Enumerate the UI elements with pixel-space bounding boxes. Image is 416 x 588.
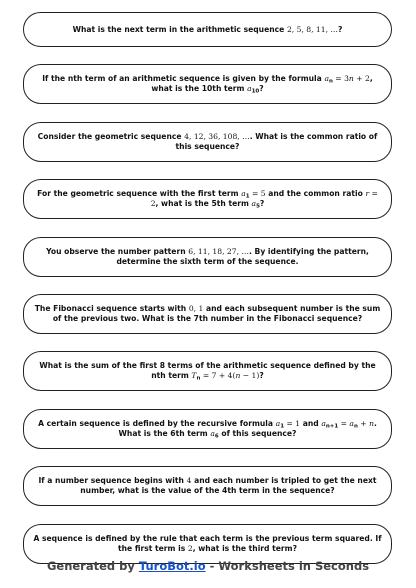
- math-variable: a: [321, 418, 326, 428]
- math-variable: T: [191, 371, 197, 381]
- math-expression: 2: [187, 543, 193, 553]
- math-expression: 6, 11, 18, 27, …: [188, 246, 249, 256]
- math-variable: a: [247, 84, 252, 94]
- question-prose: . By identifying the pattern, determine the sixth term of the sequence.: [116, 246, 369, 266]
- math-subscript: 1: [280, 423, 285, 430]
- math-expression: 4, 12, 36, 108, …: [184, 131, 250, 141]
- question-box: [23, 237, 392, 277]
- question-box: [23, 524, 392, 564]
- question-prose: of this sequence?: [218, 428, 297, 438]
- turobot-link[interactable]: TuroBot.io: [138, 559, 206, 573]
- math-subscript: n: [328, 78, 333, 85]
- footer-suffix: - Worksheets in Seconds: [205, 559, 370, 573]
- math-variable: n: [348, 74, 354, 84]
- math-subscript: 6: [214, 433, 219, 440]
- math-subscript: n+1: [325, 423, 339, 430]
- question-prose: ?: [259, 84, 264, 94]
- question-text: [33, 476, 382, 496]
- question-prose: , what is the 10th term: [151, 74, 373, 94]
- math-variable: a: [275, 418, 281, 428]
- question-text: [33, 361, 382, 381]
- math-expression: = 5: [249, 189, 266, 199]
- question-text: [33, 74, 382, 94]
- question-text: [33, 189, 382, 209]
- question-text: [33, 534, 382, 554]
- question-prose: ?: [338, 24, 343, 34]
- question-prose: The Fibonacci sequence starts with: [34, 303, 189, 313]
- question-prose: . What is the 6th term: [118, 418, 377, 438]
- footer-prefix: Generated by: [46, 559, 139, 573]
- question-prose: . What is the common ratio of this sequence?: [175, 131, 378, 151]
- math-variable: n: [235, 371, 241, 381]
- question-prose: , what is the third term?: [192, 543, 297, 553]
- math-variable: a: [324, 74, 329, 84]
- math-subscript: n: [353, 423, 358, 430]
- math-expression: = 3: [332, 74, 349, 84]
- footer: [0, 559, 416, 573]
- question-text: [33, 419, 382, 439]
- question-prose: For the geometric sequence with the first term: [37, 189, 242, 199]
- math-expression: 2, 5, 8, 11, …: [286, 24, 339, 34]
- question-prose: If a number sequence begins with: [38, 476, 187, 486]
- question-box: [23, 466, 392, 506]
- question-prose: and: [300, 418, 322, 428]
- question-list: [23, 12, 392, 581]
- question-text: [33, 247, 382, 267]
- question-prose: What is the sum of the first 8 terms of the arithmetic sequence defined by the nth term: [39, 361, 376, 381]
- question-box: [23, 179, 392, 219]
- question-box: [23, 294, 392, 334]
- math-variable: n: [369, 418, 374, 428]
- question-prose: ?: [259, 371, 264, 381]
- math-subscript: 5: [256, 203, 260, 210]
- question-text: [33, 304, 382, 324]
- question-box: [23, 64, 392, 104]
- question-prose: ?: [259, 199, 265, 209]
- math-expression: = 2: [150, 189, 378, 209]
- math-expression: + 2: [353, 74, 370, 84]
- question-prose: A sequence is defined by the rule that each term is the previous term squared. If the first term is: [33, 533, 382, 553]
- math-expression: 4: [186, 476, 192, 486]
- question-prose: You observe the number pattern: [46, 246, 189, 256]
- question-prose: , what is the 5th term: [155, 199, 252, 209]
- question-prose: Consider the geometric sequence: [37, 131, 185, 141]
- question-prose: and each subsequent number is the sum of the previous two. What is the 7th number in the Fibonacci sequence?: [52, 303, 381, 323]
- math-variable: r: [365, 189, 370, 199]
- math-variable: a: [241, 189, 246, 199]
- question-prose: and the common ratio: [265, 189, 366, 199]
- math-subscript: n: [196, 375, 201, 382]
- question-prose: What is the next term in the arithmetic sequence: [72, 24, 287, 34]
- math-expression: 0, 1: [188, 303, 204, 313]
- question-box: [23, 351, 392, 391]
- question-box: [23, 12, 392, 47]
- question-prose: A certain sequence is defined by the recursive formula: [38, 418, 276, 428]
- math-subscript: 10: [251, 88, 260, 95]
- question-box: [23, 122, 392, 162]
- math-variable: a: [251, 199, 257, 209]
- math-expression: = 1: [284, 418, 301, 428]
- math-expression: − 1): [240, 371, 260, 381]
- math-subscript: 1: [245, 193, 250, 200]
- question-text: [73, 25, 343, 35]
- math-expression: = 7 + 4(: [200, 371, 236, 381]
- question-prose: and each number is tripled to get the next number, what is the value of the 4th term in the sequence?: [80, 476, 377, 496]
- question-prose: If the nth term of an arithmetic sequence is given by the formula: [42, 74, 325, 84]
- question-box: [23, 409, 392, 449]
- question-text: [33, 132, 382, 152]
- math-variable: a: [210, 428, 215, 438]
- math-variable: a: [349, 418, 354, 428]
- math-expression: +: [357, 418, 370, 428]
- math-expression: =: [338, 418, 350, 428]
